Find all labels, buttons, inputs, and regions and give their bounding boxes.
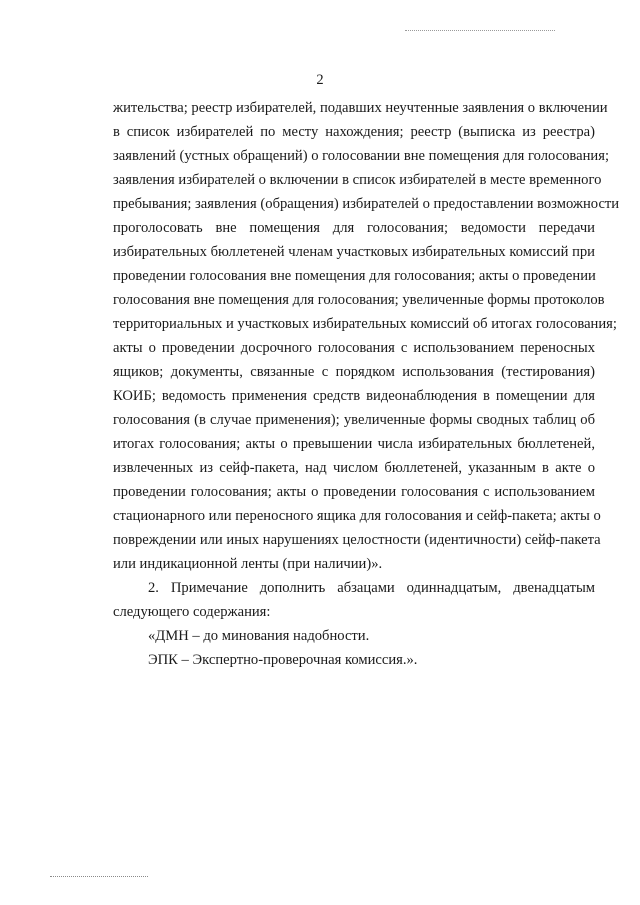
scan-header-mark bbox=[405, 30, 555, 33]
abbreviation-dmn: «ДМН – до минования надобности. bbox=[148, 628, 370, 644]
text-line: жительства; реестр избирателей, подавших неучтенные заявления о включении bbox=[113, 100, 608, 116]
text-line: заявлений (устных обращений) о голосовании вне помещения для голосования; bbox=[113, 148, 609, 164]
text-line: КОИБ; ведомость применения средств видеонаблюдения в помещении для bbox=[113, 388, 595, 404]
text-line: пребывания; заявления (обращения) избирателей о предоставлении возможности bbox=[113, 196, 620, 212]
abbreviation-epk: ЭПК – Экспертно-проверочная комиссия.». bbox=[148, 652, 418, 668]
text-line: акты о проведении досрочного голосования с использованием переносных bbox=[113, 340, 595, 356]
text-line: избирательных бюллетеней членам участковых избирательных комиссий при bbox=[113, 244, 595, 260]
text-line: голосования (в случае применения); увеличенные формы сводных таблиц об bbox=[113, 412, 595, 428]
text-line: проголосовать вне помещения для голосования; ведомости передачи bbox=[113, 220, 595, 236]
text-line: извлеченных из сейф-пакета, над числом бюллетеней, указанным в акте о bbox=[113, 460, 595, 476]
text-line: проведении голосования вне помещения для голосования; акты о проведении bbox=[113, 268, 596, 284]
text-line: итогах голосования; акты о превышении числа избирательных бюллетеней, bbox=[113, 436, 595, 452]
text-line: в список избирателей по месту нахождения; реестр (выписка из реестра) bbox=[113, 124, 595, 140]
text-line: проведении голосования; акты о проведении голосования с использованием bbox=[113, 484, 595, 500]
text-line: голосования вне помещения для голосования; увеличенные формы протоколов bbox=[113, 292, 605, 308]
page-number: 2 bbox=[316, 72, 324, 88]
text-line: повреждении или иных нарушениях целостности (идентичности) сейф-пакета bbox=[113, 532, 601, 548]
text-line: следующего содержания: bbox=[113, 604, 271, 620]
text-line: ящиков; документы, связанные с порядком использования (тестирования) bbox=[113, 364, 595, 380]
scan-footer-mark bbox=[50, 876, 148, 877]
text-line: территориальных и участковых избирательных комиссий об итогах голосования; bbox=[113, 316, 617, 332]
paragraph-item-2: 2. Примечание дополнить абзацами одиннадцатым, двенадцатым bbox=[148, 580, 595, 596]
text-line: заявления избирателей о включении в список избирателей в месте временного bbox=[113, 172, 602, 188]
text-line: стационарного или переносного ящика для голосования и сейф-пакета; акты о bbox=[113, 508, 601, 524]
text-line: или индикационной ленты (при наличии)». bbox=[113, 556, 383, 572]
